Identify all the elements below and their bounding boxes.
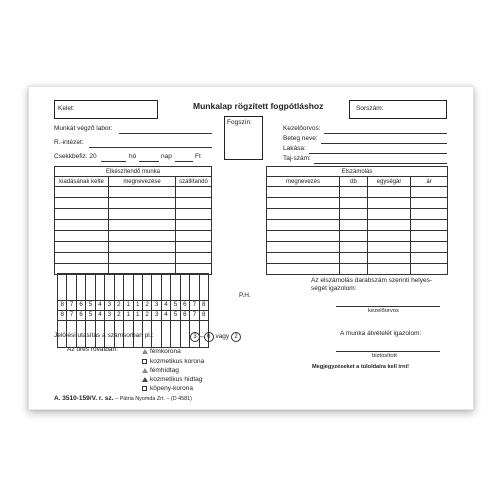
r-intezet-line[interactable] bbox=[89, 147, 212, 148]
kezeloorvos-signature-line[interactable] bbox=[336, 306, 440, 307]
col-megnevezes: megnevezés bbox=[267, 177, 340, 187]
jeloles-prefix: Jelölési utasítás a számsorban pl.: bbox=[54, 332, 154, 339]
circled-number: 2 bbox=[231, 332, 241, 342]
footer bbox=[54, 396, 192, 403]
tooth-slot[interactable] bbox=[142, 274, 151, 301]
tooth-slot[interactable] bbox=[133, 274, 142, 301]
square-icon bbox=[142, 386, 147, 391]
tooth-number: 2 bbox=[142, 301, 151, 311]
kezeloorvos-label: Kezelőorvos: bbox=[283, 125, 321, 132]
csekk-ho: hó bbox=[129, 153, 137, 160]
tooth-number: 3 bbox=[105, 301, 114, 311]
form-title: Munkalap rögzített fogpótláshoz bbox=[193, 101, 324, 111]
ph-label: P.H. bbox=[239, 292, 251, 299]
ures-rovat-label: Az üres rovatban: bbox=[67, 346, 118, 353]
csekk-ft-line[interactable] bbox=[175, 161, 193, 162]
csekk-ft: Ft bbox=[195, 153, 201, 160]
csekk-prefix: Csekkbefiz. 20 bbox=[54, 153, 97, 160]
kelet-field[interactable] bbox=[54, 100, 158, 119]
tooth-number: 7 bbox=[67, 311, 76, 321]
elszamolas-title: Elszámolás bbox=[267, 167, 448, 177]
tooth-slot[interactable] bbox=[152, 274, 161, 301]
tooth-number: 3 bbox=[152, 311, 161, 321]
tooth-number: 5 bbox=[171, 301, 180, 311]
triangle-icon bbox=[142, 368, 148, 373]
tooth-number: 2 bbox=[114, 311, 123, 321]
lakasa-label: Lakása: bbox=[283, 145, 306, 152]
elkeszitendo-table bbox=[54, 166, 212, 275]
munkat-vegzo-label: Munkát végző labor: bbox=[54, 125, 113, 132]
atvetel-label: A munka átvételét igazolom: bbox=[340, 330, 422, 337]
tooth-number: 7 bbox=[190, 311, 199, 321]
biztositott-signature-label: biztosított bbox=[372, 353, 397, 359]
csekk-nap-line[interactable] bbox=[139, 161, 159, 162]
sorszam-label: Sorszám: bbox=[356, 105, 384, 112]
tooth-number: 8 bbox=[199, 301, 208, 311]
tooth-slot[interactable] bbox=[171, 274, 180, 301]
footer-printer: – Pátria Nyomda Zrt. – (D 4581) bbox=[115, 396, 192, 402]
tooth-number: 4 bbox=[161, 301, 170, 311]
tooth-slot[interactable] bbox=[180, 321, 189, 348]
legend-item: kozmetikus korona bbox=[150, 358, 205, 365]
triangle-icon bbox=[142, 349, 148, 354]
biztositott-signature-line[interactable] bbox=[336, 351, 440, 352]
tooth-number: 4 bbox=[95, 301, 104, 311]
tooth-slot[interactable] bbox=[190, 274, 199, 301]
taj-szam-label: Taj-szám: bbox=[283, 155, 311, 162]
tooth-number: 6 bbox=[180, 301, 189, 311]
tooth-number: 4 bbox=[95, 311, 104, 321]
tooth-number: 5 bbox=[86, 311, 95, 321]
tooth-number: 7 bbox=[67, 301, 76, 311]
triangle-icon bbox=[142, 377, 148, 382]
table-row[interactable] bbox=[55, 209, 212, 220]
tooth-number: 5 bbox=[171, 311, 180, 321]
tooth-number: 8 bbox=[58, 301, 67, 311]
tooth-number: 2 bbox=[142, 311, 151, 321]
csekk-year-line[interactable] bbox=[101, 161, 126, 162]
fogszin-field[interactable] bbox=[224, 116, 263, 160]
sorszam-field[interactable] bbox=[349, 100, 447, 119]
tooth-number: 1 bbox=[124, 301, 133, 311]
kelet-label: Kelet: bbox=[58, 105, 75, 112]
dental-work-form bbox=[28, 86, 474, 410]
table-row[interactable] bbox=[55, 198, 212, 209]
tooth-number: 4 bbox=[161, 311, 170, 321]
table-row[interactable] bbox=[267, 209, 448, 220]
footer-code: A. 3510-159/V. r. sz. bbox=[54, 395, 114, 402]
beteg-neve-label: Beteg neve: bbox=[283, 135, 318, 142]
tooth-number: 1 bbox=[133, 301, 142, 311]
col-kiadas: kiadásának kelte bbox=[55, 177, 109, 187]
csekk-nap: nap bbox=[161, 153, 172, 160]
legend-item: fémkorona bbox=[150, 348, 181, 355]
tooth-number: 7 bbox=[190, 301, 199, 311]
table-row[interactable] bbox=[267, 253, 448, 264]
table-row[interactable] bbox=[55, 242, 212, 253]
tooth-slot[interactable] bbox=[58, 274, 67, 301]
legend-item: köpeny-korona bbox=[150, 385, 193, 392]
fogszin-label: Fogszín: bbox=[227, 119, 252, 126]
col-egysegar: egységár bbox=[368, 177, 411, 187]
tooth-number: 6 bbox=[76, 311, 85, 321]
table-row[interactable] bbox=[267, 264, 448, 275]
tooth-slot[interactable] bbox=[105, 274, 114, 301]
lakasa-line[interactable] bbox=[309, 153, 447, 154]
table-row[interactable] bbox=[267, 187, 448, 198]
table-row[interactable] bbox=[267, 220, 448, 231]
tooth-slot[interactable] bbox=[114, 274, 123, 301]
tooth-slot[interactable] bbox=[161, 274, 170, 301]
tooth-number: 1 bbox=[124, 311, 133, 321]
table-row[interactable] bbox=[267, 231, 448, 242]
tooth-slot[interactable] bbox=[199, 274, 208, 301]
tooth-slot[interactable] bbox=[76, 274, 85, 301]
vagy-text: vagy bbox=[215, 333, 230, 340]
tooth-number: 2 bbox=[114, 301, 123, 311]
tooth-number: 8 bbox=[199, 311, 208, 321]
table-row[interactable] bbox=[267, 198, 448, 209]
table-row[interactable] bbox=[55, 220, 212, 231]
circled-number: 3 bbox=[190, 332, 200, 342]
legend-item: kozmetikus hídtag bbox=[150, 376, 203, 383]
jeloles-example bbox=[190, 332, 241, 342]
tooth-slot[interactable] bbox=[161, 321, 170, 348]
table-row[interactable] bbox=[267, 242, 448, 253]
tooth-slot[interactable] bbox=[180, 274, 189, 301]
tooth-slot[interactable] bbox=[95, 274, 104, 301]
kezeloorvos-signature-label: kezelőorvos bbox=[368, 308, 399, 314]
tooth-number: 6 bbox=[180, 311, 189, 321]
table-row[interactable] bbox=[55, 231, 212, 242]
tooth-number: 3 bbox=[105, 311, 114, 321]
col-megnevezese: megnevezése bbox=[109, 177, 176, 187]
taj-szam-line[interactable] bbox=[314, 163, 447, 164]
tooth-number: 5 bbox=[86, 301, 95, 311]
tooth-slot[interactable] bbox=[67, 274, 76, 301]
col-db: db bbox=[340, 177, 368, 187]
igazolom-line1: Az elszámolás darabszám szerinti helyes- bbox=[311, 277, 433, 284]
tooth-number: 6 bbox=[76, 301, 85, 311]
square-icon bbox=[142, 359, 147, 364]
igazolom-line2: ségét igazolom: bbox=[311, 285, 357, 292]
legend-item: fémhídtag bbox=[150, 367, 179, 374]
elkeszitendo-title: Elkészítendő munka bbox=[55, 167, 212, 177]
col-ar: ár bbox=[411, 177, 448, 187]
col-szallitando: szállítandó bbox=[176, 177, 212, 187]
circled-number: 6 bbox=[204, 332, 214, 342]
dash: – bbox=[200, 333, 204, 340]
kezeloorvos-line[interactable] bbox=[324, 133, 447, 134]
table-row[interactable] bbox=[55, 187, 212, 198]
tooth-number: 1 bbox=[133, 311, 142, 321]
r-intezet-label: R.-intézet: bbox=[54, 139, 84, 146]
megjegyzes-note: Megjegyzéseket a túloldalra kell írni! bbox=[312, 364, 409, 370]
beteg-neve-line[interactable] bbox=[321, 143, 447, 144]
munkat-vegzo-line[interactable] bbox=[119, 133, 212, 134]
tooth-slot[interactable] bbox=[86, 274, 95, 301]
tooth-number: 8 bbox=[58, 311, 67, 321]
tooth-number: 3 bbox=[152, 301, 161, 311]
elszamolas-table bbox=[266, 166, 448, 275]
tooth-slot[interactable] bbox=[171, 321, 180, 348]
tooth-slot[interactable] bbox=[124, 274, 133, 301]
table-row[interactable] bbox=[55, 253, 212, 264]
